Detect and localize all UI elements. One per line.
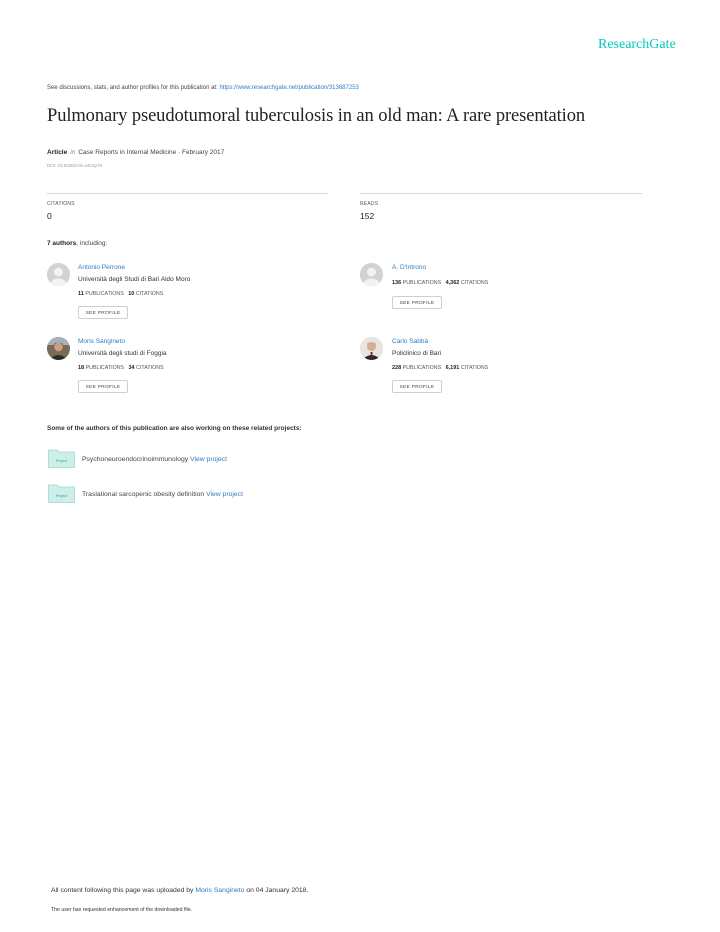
authors-suffix: , including: xyxy=(76,240,108,247)
project-entry xyxy=(82,456,227,463)
publications-label: PUBLICATIONS xyxy=(85,365,125,371)
author-name-link[interactable]: Carlo Sabbà xyxy=(392,338,429,345)
author-photo-image xyxy=(360,337,383,360)
upload-notice xyxy=(51,887,308,894)
enhancement-notice: The user has requested enhancement of the downloaded file. xyxy=(51,907,193,913)
publications-label: PUBLICATIONS xyxy=(402,365,442,371)
citations-label: CITATIONS xyxy=(136,365,164,371)
avatar-placeholder[interactable] xyxy=(47,263,70,286)
publications-count: 11 xyxy=(78,291,84,297)
author-institution: Policlinico di Bari xyxy=(392,350,442,357)
reads-value: 152 xyxy=(360,211,375,221)
folder-icon xyxy=(48,448,75,468)
author-photo[interactable] xyxy=(360,337,383,360)
upload-suffix: on 04 January 2018. xyxy=(244,887,309,894)
project-folder-icon[interactable] xyxy=(48,483,75,503)
discussion-prefix: See discussions, stats, and author profiles for this publication at: xyxy=(47,85,220,91)
publications-count: 228 xyxy=(392,365,402,371)
publications-count: 18 xyxy=(78,365,85,371)
project-icon-label: Project xyxy=(55,494,68,498)
authors-heading xyxy=(47,240,107,247)
see-profile-button[interactable]: SEE PROFILE xyxy=(78,306,128,319)
project-name: Psychoneuroendocrinoimmunology xyxy=(82,456,189,463)
project-icon-label: Project xyxy=(55,459,68,463)
view-project-link[interactable]: View project xyxy=(206,491,243,498)
citations-value: 0 xyxy=(47,211,52,221)
author-institution: Università degli studi di Foggia xyxy=(78,350,167,357)
authors-count: 7 authors xyxy=(47,240,77,247)
folder-icon xyxy=(48,483,75,503)
citations-count: 4,362 xyxy=(445,280,460,286)
publication-meta xyxy=(47,149,224,156)
publication-url-link[interactable]: https://www.researchgate.net/publication/313687253 xyxy=(219,85,359,91)
publication-title: Pulmonary pseudotumoral tuberculosis in an old man: A rare presentation xyxy=(47,106,586,126)
author-stats xyxy=(392,365,488,371)
citations-count: 10 xyxy=(128,291,135,297)
citations-count: 6,191 xyxy=(445,365,460,371)
author-photo[interactable] xyxy=(47,337,70,360)
uploader-link[interactable]: Moris Sangineto xyxy=(195,887,245,894)
see-profile-button[interactable]: SEE PROFILE xyxy=(392,296,442,309)
citations-label: CITATIONS xyxy=(47,201,75,207)
author-name-link[interactable]: Moris Sangineto xyxy=(78,338,125,345)
publications-label: PUBLICATIONS xyxy=(402,280,442,286)
discussion-line xyxy=(47,85,359,91)
publication-doi: DOI: 10.5430/crim.v4n1p78 xyxy=(47,163,103,168)
avatar-placeholder[interactable] xyxy=(360,263,383,286)
citations-count: 34 xyxy=(128,365,135,371)
author-institution: Università degli Studi di Bari Aldo Moro xyxy=(78,276,191,283)
author-name-link[interactable]: Antonio Perrone xyxy=(78,264,125,271)
see-profile-button[interactable]: SEE PROFILE xyxy=(392,380,442,393)
publication-type: Article xyxy=(47,149,68,156)
in-label: in xyxy=(70,149,76,156)
see-profile-button[interactable]: SEE PROFILE xyxy=(78,380,128,393)
publications-count: 136 xyxy=(392,280,402,286)
author-stats xyxy=(78,365,164,371)
related-projects-heading: Some of the authors of this publication are also working on these related projects: xyxy=(47,425,302,432)
author-stats xyxy=(78,291,163,297)
publications-label: PUBLICATIONS xyxy=(85,291,124,297)
author-stats xyxy=(392,280,488,286)
project-folder-icon[interactable] xyxy=(48,448,75,468)
divider-reads xyxy=(360,193,642,194)
author-photo-image xyxy=(47,337,70,360)
user-silhouette-icon xyxy=(360,263,383,286)
citations-label: CITATIONS xyxy=(460,280,489,286)
project-name: Traslational sarcopenic obesity definition xyxy=(82,491,205,498)
view-project-link[interactable]: View project xyxy=(190,456,227,463)
project-entry xyxy=(82,491,243,498)
divider-citations xyxy=(47,193,328,194)
reads-label: READS xyxy=(360,201,379,207)
publication-venue: Case Reports in Internal Medicine · February 2017 xyxy=(78,149,225,156)
author-name-link[interactable]: A. D'Introno xyxy=(392,264,427,271)
user-silhouette-icon xyxy=(47,263,70,286)
citations-label: CITATIONS xyxy=(135,291,164,297)
researchgate-logo[interactable]: ResearchGate xyxy=(598,37,676,52)
citations-label: CITATIONS xyxy=(460,365,489,371)
upload-prefix: All content following this page was uploaded by xyxy=(51,887,196,894)
